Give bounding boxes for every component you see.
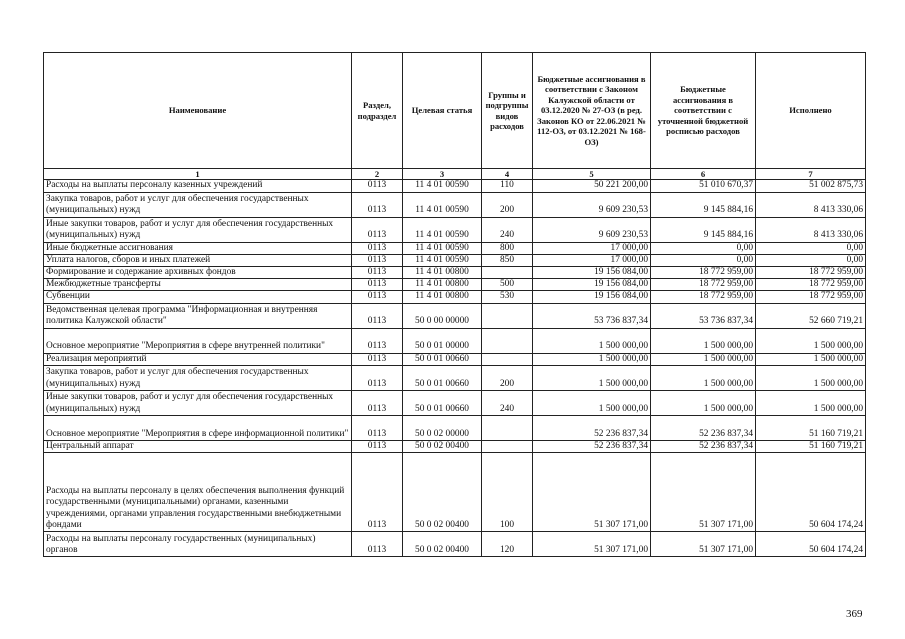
row-value-7: 50 604 174,24 <box>756 453 866 532</box>
row-target: 11 4 01 00590 <box>403 217 482 242</box>
row-value-6: 0,00 <box>651 242 756 254</box>
row-section: 0113 <box>352 217 403 242</box>
row-value-7: 0,00 <box>756 242 866 254</box>
row-target: 11 4 01 00800 <box>403 279 482 291</box>
row-target: 11 4 01 00800 <box>403 267 482 279</box>
table-row <box>44 453 866 532</box>
header-name: Наименование <box>44 53 352 169</box>
row-value-5: 9 609 230,53 <box>533 192 651 217</box>
row-value-5: 53 736 837,34 <box>533 303 651 328</box>
row-section: 0113 <box>352 440 403 452</box>
header-groups: Группы и подгруппы видов расходов <box>482 53 533 169</box>
row-value-7: 1 500 000,00 <box>756 365 866 390</box>
row-name: Расходы на выплаты персоналу казенных учреждений <box>44 180 352 192</box>
row-value-6: 1 500 000,00 <box>651 353 756 365</box>
row-value-6: 0,00 <box>651 254 756 266</box>
row-group: 200 <box>482 365 533 390</box>
row-section: 0113 <box>352 279 403 291</box>
row-value-7: 1 500 000,00 <box>756 353 866 365</box>
table-row <box>44 303 866 328</box>
column-number-row <box>44 169 866 180</box>
row-name: Формирование и содержание архивных фондов <box>44 267 352 279</box>
row-group: 530 <box>482 291 533 303</box>
row-value-5: 17 000,00 <box>533 254 651 266</box>
row-section: 0113 <box>352 353 403 365</box>
row-name: Закупка товаров, работ и услуг для обеспечения государственных (муниципальных) нужд <box>44 192 352 217</box>
row-group: 110 <box>482 180 533 192</box>
col-num: 6 <box>651 169 756 180</box>
row-value-6: 53 736 837,34 <box>651 303 756 328</box>
row-value-5: 19 156 084,00 <box>533 279 651 291</box>
table-row <box>44 217 866 242</box>
row-value-7: 50 604 174,24 <box>756 532 866 557</box>
row-target: 11 4 01 00590 <box>403 180 482 192</box>
row-target: 11 4 01 00590 <box>403 192 482 217</box>
row-section: 0113 <box>352 390 403 415</box>
col-num: 5 <box>533 169 651 180</box>
table-header-row <box>44 53 866 169</box>
row-value-5: 1 500 000,00 <box>533 353 651 365</box>
row-target: 50 0 01 00660 <box>403 353 482 365</box>
row-group <box>482 303 533 328</box>
row-group: 120 <box>482 532 533 557</box>
row-value-5: 52 236 837,34 <box>533 415 651 440</box>
row-section: 0113 <box>352 180 403 192</box>
row-name: Основное мероприятие "Мероприятия в сфере внутренней политики" <box>44 328 352 353</box>
row-target: 50 0 02 00400 <box>403 440 482 452</box>
table-row <box>44 328 866 353</box>
row-value-7: 18 772 959,00 <box>756 279 866 291</box>
row-group <box>482 328 533 353</box>
table-row <box>44 365 866 390</box>
header-target: Целевая статья <box>403 53 482 169</box>
row-group <box>482 415 533 440</box>
row-section: 0113 <box>352 303 403 328</box>
header-col5: Бюджетные ассигнования в соответствии с Законом Калужской области от 03.12.2020 № 27-ОЗ (в ред. Законов КО от 22.06.2021 № 112-ОЗ, от 03.12.2021 № 168-ОЗ) <box>533 53 651 169</box>
row-group: 240 <box>482 217 533 242</box>
row-value-6: 9 145 884,16 <box>651 192 756 217</box>
row-section: 0113 <box>352 254 403 266</box>
row-value-7: 18 772 959,00 <box>756 291 866 303</box>
row-group: 500 <box>482 279 533 291</box>
row-name: Расходы на выплаты персоналу в целях обеспечения выполнения функций государственными (муниципальными) органами, казенными учреждениями, органами управления государственными внебюджетными фондами <box>44 453 352 532</box>
row-value-7: 8 413 330,06 <box>756 217 866 242</box>
row-value-7: 51 160 719,21 <box>756 415 866 440</box>
row-value-5: 1 500 000,00 <box>533 328 651 353</box>
row-target: 50 0 01 00000 <box>403 328 482 353</box>
budget-table <box>43 52 866 557</box>
row-value-5: 50 221 200,00 <box>533 180 651 192</box>
row-value-6: 1 500 000,00 <box>651 390 756 415</box>
row-value-7: 8 413 330,06 <box>756 192 866 217</box>
row-value-6: 18 772 959,00 <box>651 267 756 279</box>
row-value-5: 19 156 084,00 <box>533 291 651 303</box>
header-section: Раздел, подраздел <box>352 53 403 169</box>
row-name: Ведомственная целевая программа "Информационная и внутренняя политика Калужской области" <box>44 303 352 328</box>
row-section: 0113 <box>352 328 403 353</box>
row-value-6: 18 772 959,00 <box>651 279 756 291</box>
row-group: 200 <box>482 192 533 217</box>
row-value-6: 51 307 171,00 <box>651 453 756 532</box>
row-value-7: 51 002 875,73 <box>756 180 866 192</box>
row-target: 50 0 00 00000 <box>403 303 482 328</box>
row-target: 11 4 01 00800 <box>403 291 482 303</box>
row-target: 50 0 02 00400 <box>403 453 482 532</box>
row-section: 0113 <box>352 365 403 390</box>
row-group <box>482 440 533 452</box>
row-value-5: 51 307 171,00 <box>533 453 651 532</box>
table-row <box>44 242 866 254</box>
row-group: 800 <box>482 242 533 254</box>
col-num: 2 <box>352 169 403 180</box>
table-row <box>44 440 866 452</box>
table-row <box>44 291 866 303</box>
row-value-7: 18 772 959,00 <box>756 267 866 279</box>
row-value-7: 51 160 719,21 <box>756 440 866 452</box>
row-value-7: 52 660 719,21 <box>756 303 866 328</box>
row-group <box>482 267 533 279</box>
row-group <box>482 353 533 365</box>
table-row <box>44 415 866 440</box>
row-value-5: 51 307 171,00 <box>533 532 651 557</box>
row-value-6: 51 307 171,00 <box>651 532 756 557</box>
table-row <box>44 390 866 415</box>
row-value-5: 9 609 230,53 <box>533 217 651 242</box>
row-value-7: 0,00 <box>756 254 866 266</box>
row-target: 11 4 01 00590 <box>403 242 482 254</box>
row-value-7: 1 500 000,00 <box>756 390 866 415</box>
row-name: Реализация мероприятий <box>44 353 352 365</box>
row-name: Иные закупки товаров, работ и услуг для обеспечения государственных (муниципальных) нужд <box>44 390 352 415</box>
row-name: Межбюджетные трансферты <box>44 279 352 291</box>
row-name: Закупка товаров, работ и услуг для обеспечения государственных (муниципальных) нужд <box>44 365 352 390</box>
row-name: Расходы на выплаты персоналу государственных (муниципальных) органов <box>44 532 352 557</box>
table-row <box>44 180 866 192</box>
row-target: 11 4 01 00590 <box>403 254 482 266</box>
row-value-5: 1 500 000,00 <box>533 365 651 390</box>
table-row <box>44 532 866 557</box>
header-col7: Исполнено <box>756 53 866 169</box>
row-section: 0113 <box>352 242 403 254</box>
row-value-7: 1 500 000,00 <box>756 328 866 353</box>
row-name: Центральный аппарат <box>44 440 352 452</box>
table-row <box>44 254 866 266</box>
row-name: Иные бюджетные ассигнования <box>44 242 352 254</box>
row-group: 240 <box>482 390 533 415</box>
row-value-6: 52 236 837,34 <box>651 415 756 440</box>
row-value-5: 52 236 837,34 <box>533 440 651 452</box>
row-section: 0113 <box>352 415 403 440</box>
row-target: 50 0 01 00660 <box>403 365 482 390</box>
row-name: Иные закупки товаров, работ и услуг для обеспечения государственных (муниципальных) нужд <box>44 217 352 242</box>
row-section: 0113 <box>352 532 403 557</box>
row-value-6: 18 772 959,00 <box>651 291 756 303</box>
row-value-6: 1 500 000,00 <box>651 365 756 390</box>
row-target: 50 0 01 00660 <box>403 390 482 415</box>
row-section: 0113 <box>352 453 403 532</box>
col-num: 1 <box>44 169 352 180</box>
row-value-5: 17 000,00 <box>533 242 651 254</box>
header-col6: Бюджетные ассигнования в соответствии с уточненной бюджетной росписью расходов <box>651 53 756 169</box>
table-row <box>44 353 866 365</box>
col-num: 3 <box>403 169 482 180</box>
table-row <box>44 279 866 291</box>
row-target: 50 0 02 00400 <box>403 532 482 557</box>
row-name: Субвенции <box>44 291 352 303</box>
row-value-5: 1 500 000,00 <box>533 390 651 415</box>
row-section: 0113 <box>352 267 403 279</box>
row-value-5: 19 156 084,00 <box>533 267 651 279</box>
row-name: Уплата налогов, сборов и иных платежей <box>44 254 352 266</box>
row-target: 50 0 02 00000 <box>403 415 482 440</box>
col-num: 4 <box>482 169 533 180</box>
table-row <box>44 267 866 279</box>
row-value-6: 1 500 000,00 <box>651 328 756 353</box>
row-section: 0113 <box>352 192 403 217</box>
row-value-6: 9 145 884,16 <box>651 217 756 242</box>
row-value-6: 52 236 837,34 <box>651 440 756 452</box>
col-num: 7 <box>756 169 866 180</box>
row-name: Основное мероприятие "Мероприятия в сфере информационной политики" <box>44 415 352 440</box>
page-number: 369 <box>846 608 863 620</box>
row-group: 100 <box>482 453 533 532</box>
row-section: 0113 <box>352 291 403 303</box>
table-row <box>44 192 866 217</box>
row-group: 850 <box>482 254 533 266</box>
table-body <box>44 180 866 557</box>
row-value-6: 51 010 670,37 <box>651 180 756 192</box>
